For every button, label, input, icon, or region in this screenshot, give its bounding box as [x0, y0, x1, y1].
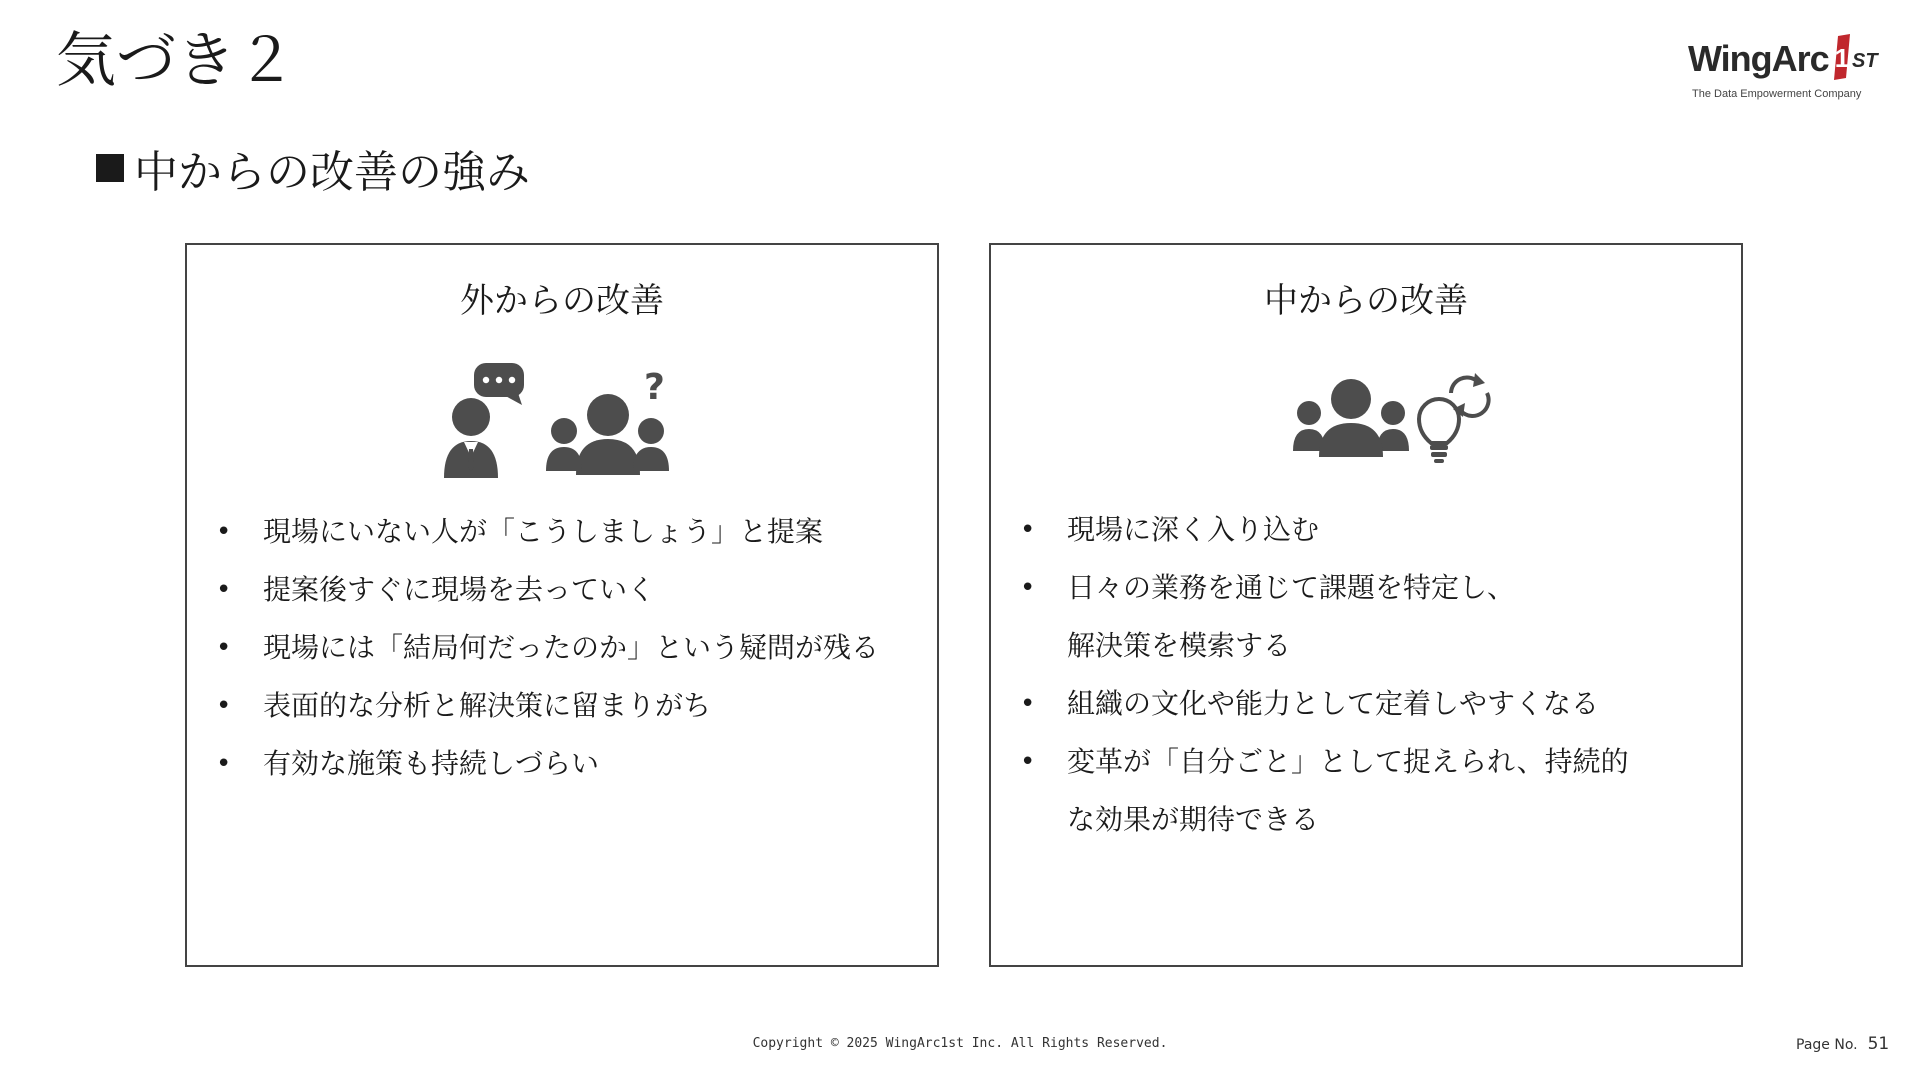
- list-item: • 表面的な分析と解決策に留まりがち: [216, 689, 712, 722]
- section-subtitle: [96, 136, 530, 200]
- list-item: • 現場には「結局何だったのか」という疑問が残る: [216, 631, 880, 664]
- page-number-value: 51: [1867, 1034, 1890, 1054]
- panel-heading: 中からの改善: [1264, 281, 1468, 321]
- list-item: • 提案後すぐに現場を去っていく: [216, 573, 656, 606]
- list-item: • 変革が「自分ごと」として捉えられ、持続的 な効果が期待できる: [1020, 745, 1629, 836]
- inside-improvement-list: [1015, 501, 1717, 849]
- consultant-and-questioning-group-icon: [444, 363, 674, 483]
- section-subtitle-text: 中からの改善の強み: [134, 147, 530, 198]
- team-with-lightbulb-cycle-icon: [1291, 371, 1491, 471]
- outside-improvement-panel: [185, 243, 939, 967]
- outside-improvement-list: [211, 503, 913, 793]
- list-item: • 現場にいない人が「こうしましょう」と提案: [216, 515, 824, 548]
- slide-title: 気づき２: [56, 26, 296, 96]
- page-number: [1796, 1034, 1889, 1054]
- inside-improvement-panel: [989, 243, 1743, 967]
- list-item: • 有効な施策も持続しづらい: [216, 747, 600, 780]
- logo-tagline: The Data Empowerment Company: [1692, 88, 1862, 100]
- list-item: • 日々の業務を通じて課題を特定し、 解決策を模索する: [1020, 571, 1516, 662]
- svg-text:?: ?: [644, 367, 665, 408]
- square-bullet-icon: [96, 154, 124, 182]
- panel-heading: 外からの改善: [460, 281, 664, 321]
- logo-wordmark: WingArc: [1688, 38, 1829, 79]
- copyright-notice: Copyright © 2025 WingArc1st Inc. All Rights Reserved.: [752, 1036, 1168, 1051]
- logo-suffix: ST: [1852, 50, 1878, 72]
- svg-text:1: 1: [1834, 43, 1850, 73]
- logo-one-mark-icon: [1832, 34, 1852, 80]
- list-item: • 組織の文化や能力として定着しやすくなる: [1020, 687, 1600, 720]
- company-logo: [1680, 30, 1880, 110]
- page-label: Page No.: [1796, 1037, 1858, 1053]
- list-item: • 現場に深く入り込む: [1020, 513, 1320, 546]
